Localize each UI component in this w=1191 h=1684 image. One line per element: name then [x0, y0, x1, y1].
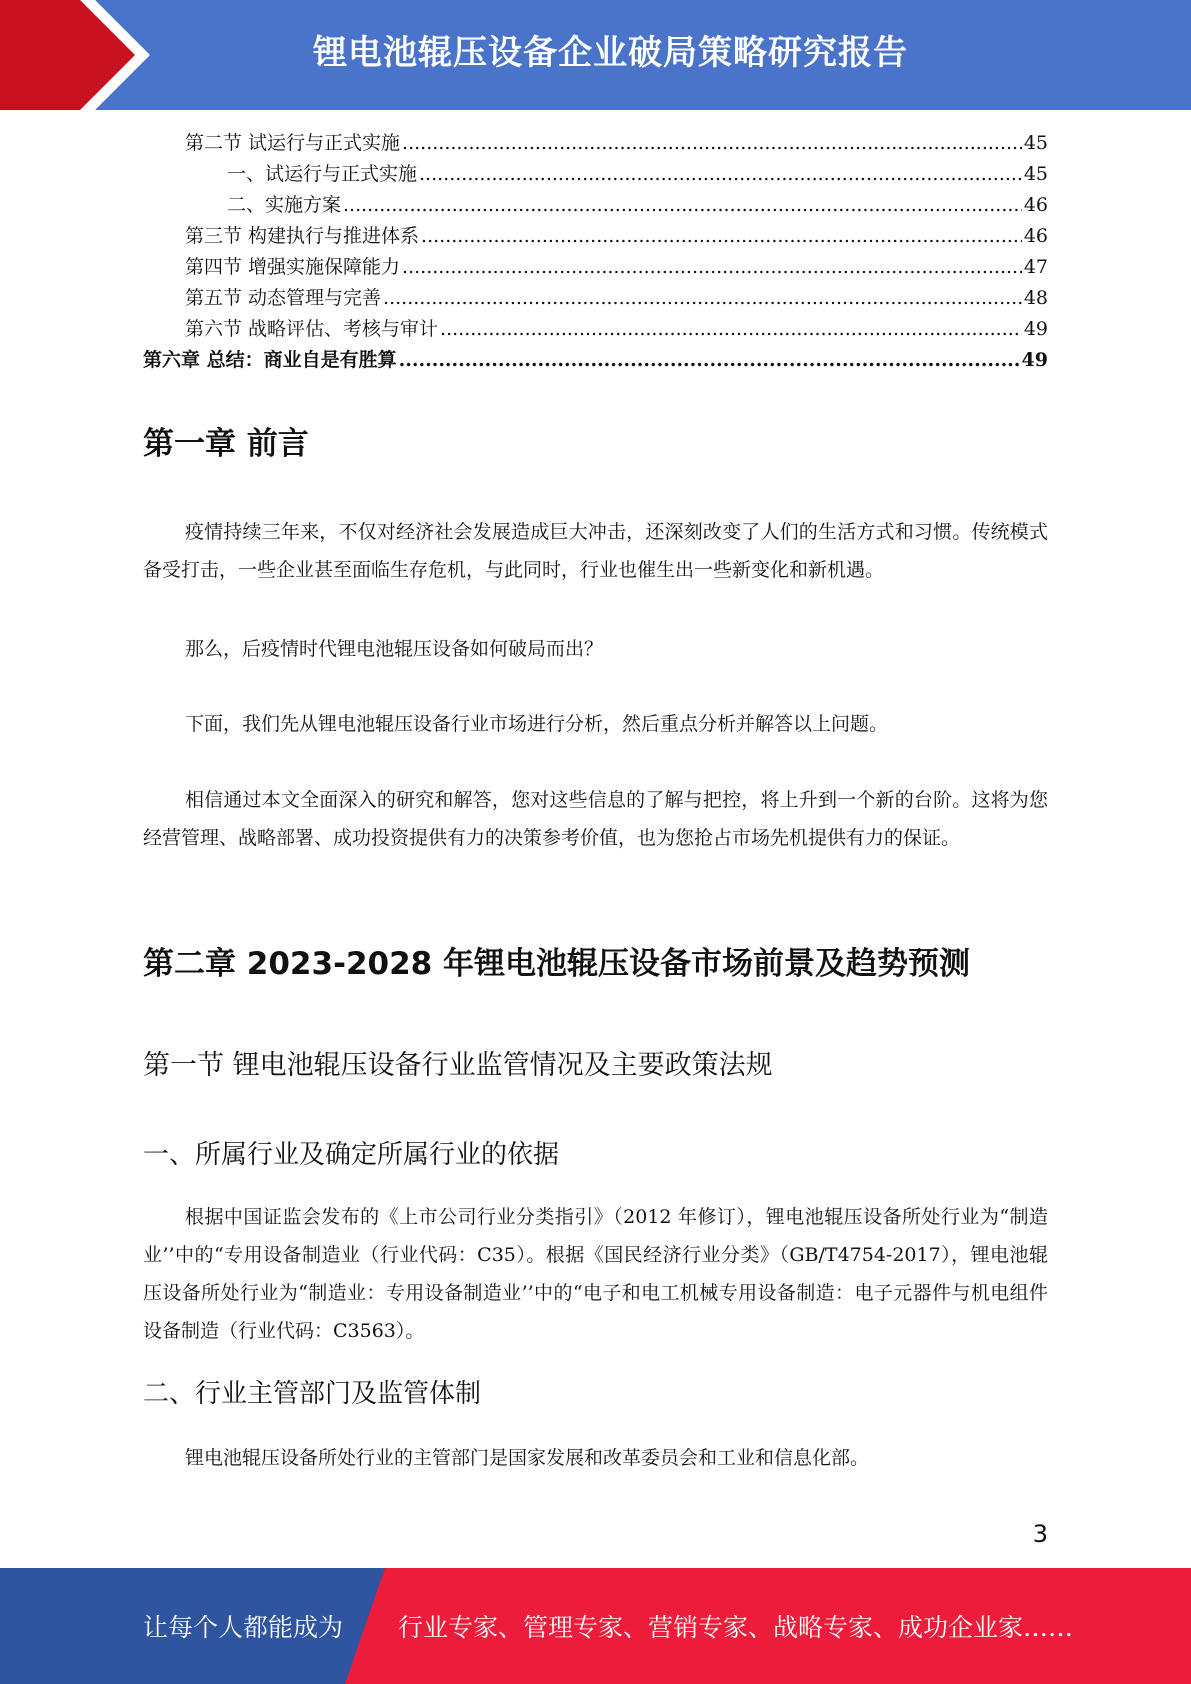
toc-entry-page: 45: [1023, 163, 1048, 185]
toc-entry-title: 第五节 动态管理与完善: [185, 287, 382, 309]
section-heading: 第一节 锂电池辊压设备行业监管情况及主要政策法规: [143, 1050, 773, 1081]
page-number: 3: [1032, 1520, 1048, 1548]
toc-entry-page: 45: [1023, 132, 1048, 154]
chapter-heading: 第二章 2023-2028 年锂电池辊压设备市场前景及趋势预测: [143, 946, 971, 982]
footer-slogan-right: 行业专家、管理专家、营销专家、战略专家、成功企业家……: [398, 1613, 1074, 1642]
toc-entry[interactable]: [143, 159, 1048, 190]
toc-entry-title: 第三节 构建执行与推进体系: [185, 225, 420, 247]
table-of-contents: [143, 128, 1048, 376]
toc-entry-title: 一、试运行与正式实施: [227, 163, 418, 185]
footer-slogan-left: 让每个人都能成为: [143, 1613, 344, 1642]
page-footer: [0, 1568, 1191, 1684]
toc-entry-title: 第四节 增强实施保障能力: [185, 256, 401, 278]
chapter-heading: 第一章 前言: [143, 426, 309, 462]
toc-entry[interactable]: [143, 221, 1048, 252]
toc-entry[interactable]: [143, 283, 1048, 314]
toc-entry-page: 47: [1023, 256, 1048, 278]
toc-entry[interactable]: [143, 128, 1048, 159]
toc-entry-page: 46: [1023, 194, 1048, 216]
toc-entry-title: 第六节 战略评估、考核与审计: [185, 318, 439, 340]
toc-entry-title: 第六章 总结：商业自是有胜算: [143, 349, 397, 371]
toc-entry-page: 49: [1023, 318, 1048, 340]
toc-entry-page: 48: [1023, 287, 1048, 309]
toc-entry-page: 49: [1021, 349, 1048, 371]
toc-entry[interactable]: [143, 314, 1048, 345]
toc-entry-page: 46: [1023, 225, 1048, 247]
toc-entry[interactable]: [143, 190, 1048, 221]
toc-entry-title: 第二节 试运行与正式实施: [185, 132, 401, 154]
toc-entry[interactable]: [143, 252, 1048, 283]
paragraph: 疫情持续三年来，不仅对经济社会发展造成巨大冲击，还深刻改变了人们的生活方式和习惯。传统模式备受打击，一些企业甚至面临生存危机，与此同时，行业也催生出一些新变化和新机遇。: [143, 521, 1048, 581]
paragraph: 锂电池辊压设备所处行业的主管部门是国家发展和改革委员会和工业和信息化部。: [185, 1447, 870, 1469]
paragraph: 根据中国证监会发布的《上市公司行业分类指引》（2012 年修订），锂电池辊压设备所处行业为“制造业’’中的“专用设备制造业（行业代码：C35）。根据《国民经济行业分类》（GB/T4754-2017），锂电池辊压设备所处行业为“制造业：专用设备制造业’’中的“电子和电工机械专用设备制造：电子元器件与机电组件设备制造（行业代码：C3563）。: [143, 1206, 1048, 1342]
toc-entry-title: 二、实施方案: [227, 194, 342, 216]
toc-entry-chapter[interactable]: [143, 345, 1048, 376]
subsection-heading: 二、行业主管部门及监管体制: [143, 1379, 482, 1409]
paragraph: 下面，我们先从锂电池辊压设备行业市场进行分析，然后重点分析并解答以上问题。: [185, 713, 889, 735]
page-header: [0, 0, 1191, 110]
subsection-heading: 一、所属行业及确定所属行业的依据: [143, 1140, 560, 1170]
paragraph: 相信通过本文全面深入的研究和解答，您对这些信息的了解与把控，将上升到一个新的台阶。这将为您经营管理、战略部署、成功投资提供有力的决策参考价值，也为您抢占市场先机提供有力的保证。: [143, 789, 1048, 849]
report-title: 锂电池辊压设备企业破局策略研究报告: [313, 33, 908, 73]
paragraph: 那么，后疫情时代锂电池辊压设备如何破局而出？: [185, 638, 604, 660]
